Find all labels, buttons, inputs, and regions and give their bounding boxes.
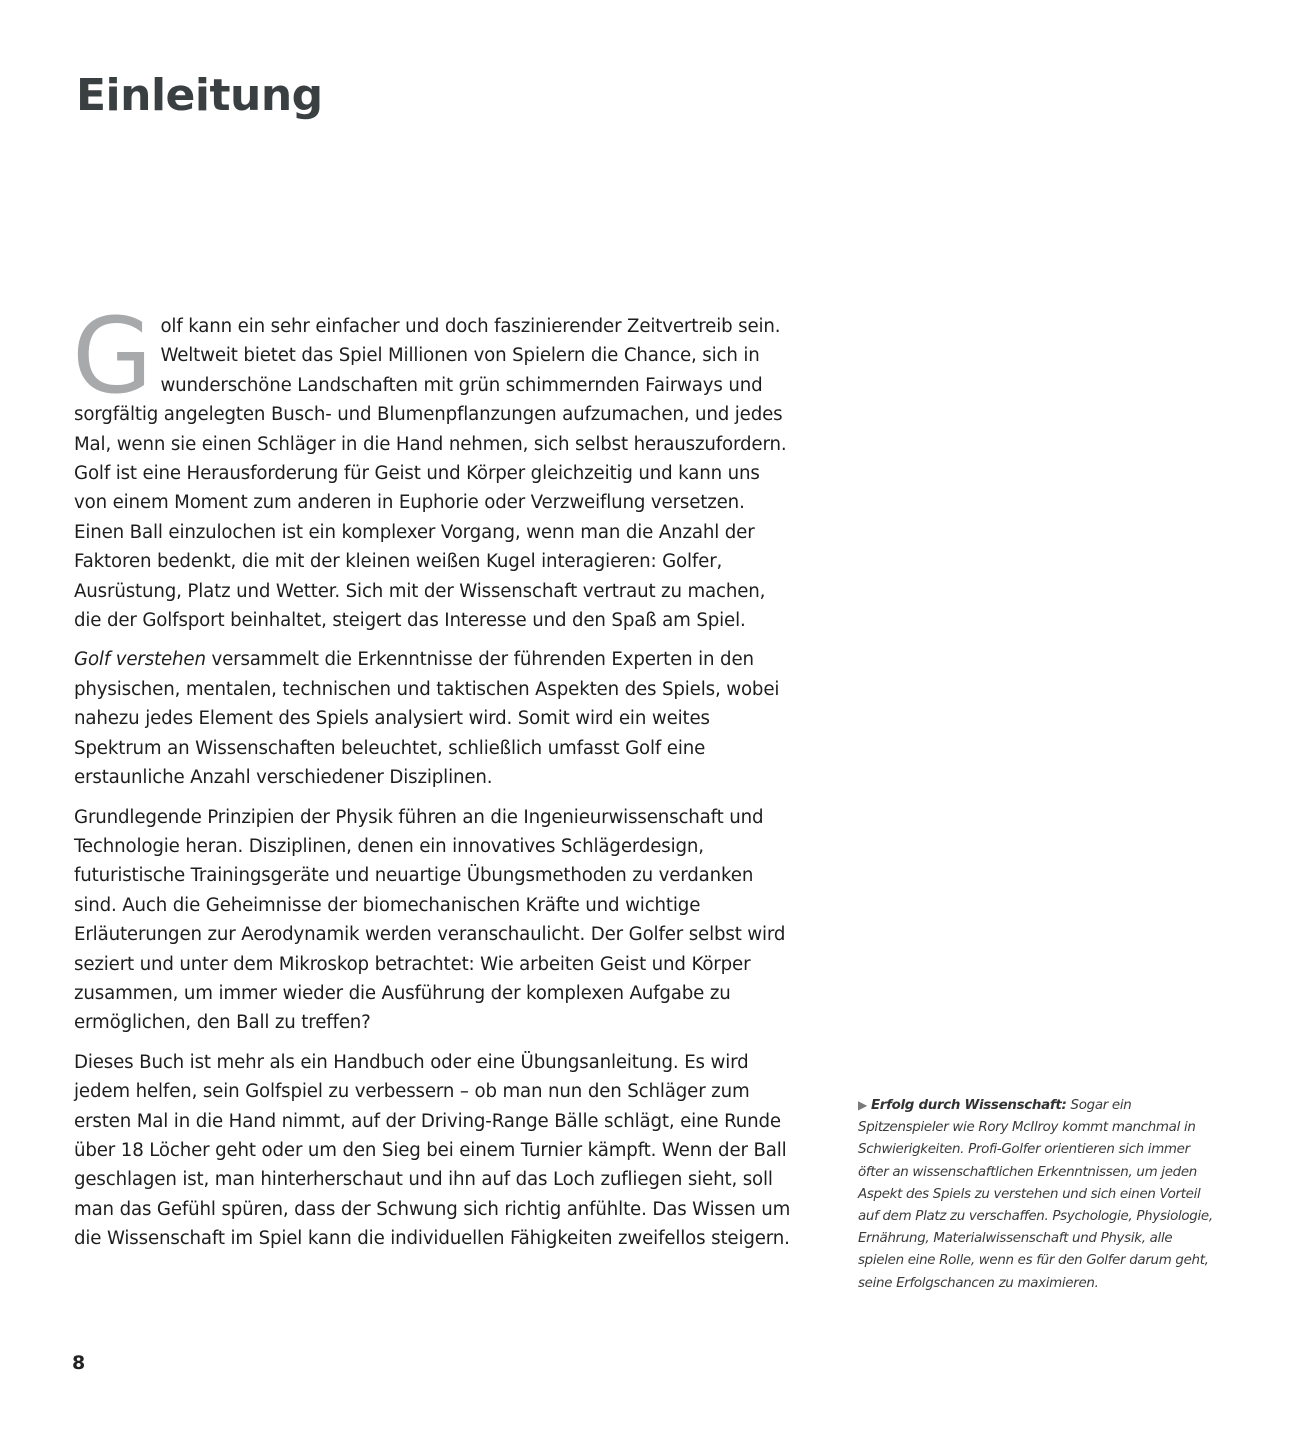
drop-cap: G <box>72 295 153 417</box>
intro-paragraph-text: olf kann ein sehr einfacher und doch faszinierender Zeitvertreib sein. Weltweit bietet das Spiel Millionen von Spielern die Chance, sich in wunderschöne Landschaften mit grün schimmernden Fairways und sorgfältig angelegten Busch- und Blumenpflanzungen aufzumachen, und jedes Mal, wenn sie einen Schläger in die Hand nehmen, sich selbst herauszufordern. Golf ist eine Herausforderung für Geist und Körper gleichzeitig und kann uns von einem Moment zum anderen in Euphorie oder Verzweiflung versetzen. Einen Ball einzulochen ist ein komplexer Vorgang, wenn man die Anzahl der Faktoren bedenkt, die mit der kleinen weißen Kugel interagieren: Golfer, Ausrüstung, Platz und Wetter. Sich mit der Wissenschaft vertraut zu machen, die der Golfsport beinhaltet, steigert das Interesse und den Spaß am Spiel. <box>74 316 787 632</box>
main-text-column <box>72 295 792 1264</box>
paragraph: Grundlegende Prinzipien der Physik führen an die Ingenieurwissenschaft und Technologie heran. Disziplinen, denen ein innovatives Schlägerdesign, futuristische Trainingsgeräte und neuartige Übungsmethoden zu verdanken sind. Auch die Geheimnisse der biomechanischen Kräfte und wichtige Erläuterungen zur Aerodynamik werden veranschaulicht. Der Golfer selbst wird seziert und unter dem Mikroskop betrachtet: Wie arbeiten Geist und Körper zusammen, um immer wieder die Ausführung der komplexen Aufgabe zu ermöglichen, den Ball zu treffen? <box>74 806 786 1034</box>
page-number: 8 <box>72 1352 86 1374</box>
caption-heading: Erfolg durch Wissenschaft: <box>870 1098 1067 1113</box>
paragraph-text: versammelt die Erkenntnisse der führenden Experten in den physischen, mentalen, technischen und taktischen Aspekten des Spiels, wobei nahezu jedes Element des Spiels analysiert wird. Somit wird ein weites Spektrum an Wissenschaften beleuchtet, schließlich umfasst Golf eine erstaunliche Anzahl verschiedener Disziplinen. <box>74 649 780 789</box>
caption-text: Sogar ein Spitzenspieler wie Rory McIlroy kommt manchmal in Schwierigkeiten. Profi-Golfer orientieren sich immer öfter an wissenschaftlichen Erkenntnissen, um jeden Aspekt des Spiels zu verstehen und sich einen Vorteil auf dem Platz zu verschaffen. Psychologie, Physiologie, Ernährung, Materialwissenschaft und Physik, alle spielen eine Rolle, wenn es für den Golfer darum geht, seine Erfolgschancen zu maximieren. <box>858 1098 1213 1291</box>
paragraph: Dieses Buch ist mehr als ein Handbuch oder eine Übungsanleitung. Es wird jedem helfen, sein Golfspiel zu verbessern – ob man nun den Schläger zum ersten Mal in die Hand nimmt, auf der Driving-Range Bälle schlägt, eine Runde über 18 Löcher geht oder um den Sieg bei einem Turnier kämpft. Wenn der Ball geschlagen ist, man hinterherschaut und ihn auf das Loch zufliegen sieht, soll man das Gefühl spüren, dass der Schwung sich richtig anfühlte. Das Wissen um die Wissenschaft im Spiel kann die individuellen Fähigkeiten zweifellos steigern. <box>74 1051 791 1250</box>
triangle-right-icon: ▶ <box>858 1098 867 1112</box>
paragraph <box>74 645 792 792</box>
intro-paragraph <box>72 295 792 635</box>
book-title: Golf verstehen <box>74 649 206 671</box>
page-title: Einleitung <box>76 70 323 121</box>
image-caption <box>858 1094 1218 1295</box>
